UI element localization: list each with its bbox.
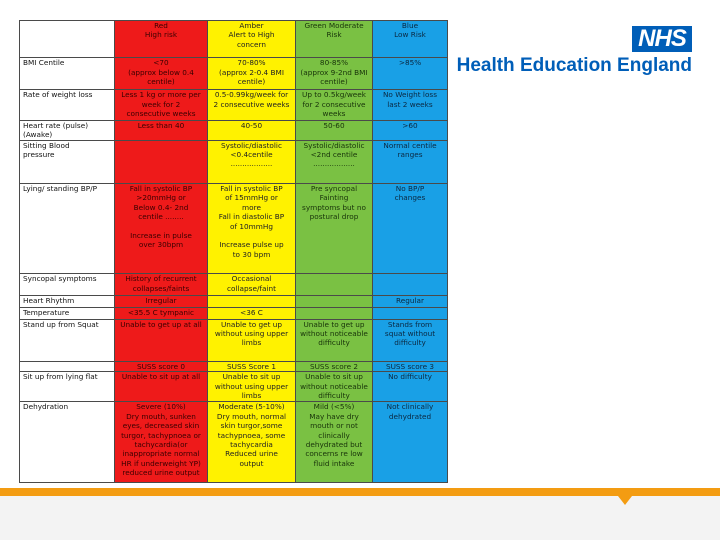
cell-blue: SUSS score 3: [373, 361, 448, 371]
cell-red: SUSS score 0: [115, 361, 208, 371]
table-row: [20, 361, 448, 371]
cell-red: Less 1 kg or more per week for 2 consecutive weeks: [115, 90, 208, 120]
header-blue: Blue Low Risk: [373, 21, 448, 58]
cell-amber: Fall in systolic BP of 15mmHg or more Fall in diastolic BP of 10mmHg Increase pulse up to 30 bpm: [208, 183, 296, 274]
cell-red: <35.5 C tympanic: [115, 307, 208, 319]
row-label: BMI Centile: [20, 58, 115, 90]
cell-blue: >85%: [373, 58, 448, 90]
cell-amber: Occasional collapse/faint: [208, 274, 296, 296]
cell-blue: [373, 274, 448, 296]
cell-blue: Not clinically dehydrated: [373, 402, 448, 483]
cell-red: Unable to sit up at all: [115, 372, 208, 402]
header-row: [20, 21, 448, 58]
table-row: [20, 140, 448, 183]
row-label: Lying/ standing BP/P: [20, 183, 115, 274]
footer-arrow-icon: [618, 496, 632, 505]
cell-green: 80-85% (approx 9-2nd BMI centile): [296, 58, 373, 90]
table-row: [20, 402, 448, 483]
row-label: Sit up from lying flat: [20, 372, 115, 402]
cell-blue: Regular: [373, 296, 448, 307]
row-label: Dehydration: [20, 402, 115, 483]
header-green: Green Moderate Risk: [296, 21, 373, 58]
cell-blue: No Weight loss last 2 weeks: [373, 90, 448, 120]
row-label: Heart Rhythm: [20, 296, 115, 307]
row-label: Stand up from Squat: [20, 319, 115, 361]
row-label: Sitting Blood pressure: [20, 140, 115, 183]
cell-blue: No BP/P changes: [373, 183, 448, 274]
cell-green: [296, 307, 373, 319]
cell-blue: Stands from squat without difficulty: [373, 319, 448, 361]
header-red: Red High risk: [115, 21, 208, 58]
cell-green: Unable to sit up without noticeable difficulty: [296, 372, 373, 402]
cell-amber: SUSS Score 1: [208, 361, 296, 371]
cell-amber: 40-50: [208, 120, 296, 140]
cell-green: Unable to get up without noticeable difficulty: [296, 319, 373, 361]
cell-amber: 70-80% (approx 2-0.4 BMI centile): [208, 58, 296, 90]
cell-green: [296, 296, 373, 307]
cell-amber: <36 C: [208, 307, 296, 319]
cell-green: Up to 0.5kg/week for 2 consecutive weeks: [296, 90, 373, 120]
row-label: Syncopal symptoms: [20, 274, 115, 296]
table-row: [20, 120, 448, 140]
table-row: [20, 274, 448, 296]
table-row: [20, 296, 448, 307]
cell-red: Irregular: [115, 296, 208, 307]
table-row: [20, 58, 448, 90]
cell-blue: Normal centile ranges: [373, 140, 448, 183]
table-row: [20, 183, 448, 274]
footer-bar: [0, 488, 720, 496]
row-label: Temperature: [20, 307, 115, 319]
risk-assessment-table: [19, 20, 448, 483]
cell-green: [296, 274, 373, 296]
table-row: [20, 319, 448, 361]
footer-area: [0, 496, 720, 540]
table-row: [20, 90, 448, 120]
table-row: [20, 372, 448, 402]
row-label: Heart rate (pulse) (Awake): [20, 120, 115, 140]
cell-green: Pre syncopal Fainting symptoms but no postural drop: [296, 183, 373, 274]
nhs-logo: NHS: [632, 26, 692, 52]
cell-green: Systolic/diastolic <2nd centile ..................: [296, 140, 373, 183]
cell-amber: Moderate (5-10%) Dry mouth, normal skin turgor,some tachypnoea, some tachycardia Reduced urine output: [208, 402, 296, 483]
cell-amber: 0.5-0.99kg/week for 2 consecutive weeks: [208, 90, 296, 120]
cell-red: [115, 140, 208, 183]
table-row: [20, 307, 448, 319]
row-label: [20, 361, 115, 371]
cell-red: Less than 40: [115, 120, 208, 140]
cell-amber: Unable to sit up without using upper limbs: [208, 372, 296, 402]
header-amber: Amber Alert to High concern: [208, 21, 296, 58]
cell-red: Severe (10%) Dry mouth, sunken eyes, decreased skin turgor, tachypnoea or tachycardia(or inappropriate normal HR if underweight YP) reduced urine output: [115, 402, 208, 483]
row-label: Rate of weight loss: [20, 90, 115, 120]
cell-green: 50-60: [296, 120, 373, 140]
cell-red: Unable to get up at all: [115, 319, 208, 361]
cell-amber: Systolic/diastolic <0.4centile ..................: [208, 140, 296, 183]
cell-blue: >60: [373, 120, 448, 140]
cell-amber: [208, 296, 296, 307]
cell-red: Fall in systolic BP >20mmHg or Below 0.4- 2nd centile ........ Increase in pulse over 30bpm: [115, 183, 208, 274]
cell-red: <70 (approx below 0.4 centile): [115, 58, 208, 90]
cell-red: History of recurrent collapses/faints: [115, 274, 208, 296]
cell-amber: Unable to get up without using upper limbs: [208, 319, 296, 361]
cell-blue: [373, 307, 448, 319]
cell-blue: No difficulty: [373, 372, 448, 402]
cell-green: SUSS score 2: [296, 361, 373, 371]
header-corner-cell: [20, 21, 115, 58]
cell-green: Mild (<5%) May have dry mouth or not clinically dehydrated but concerns re low fluid intake: [296, 402, 373, 483]
organisation-name: Health Education England: [456, 55, 692, 76]
hee-logo: [452, 26, 692, 76]
